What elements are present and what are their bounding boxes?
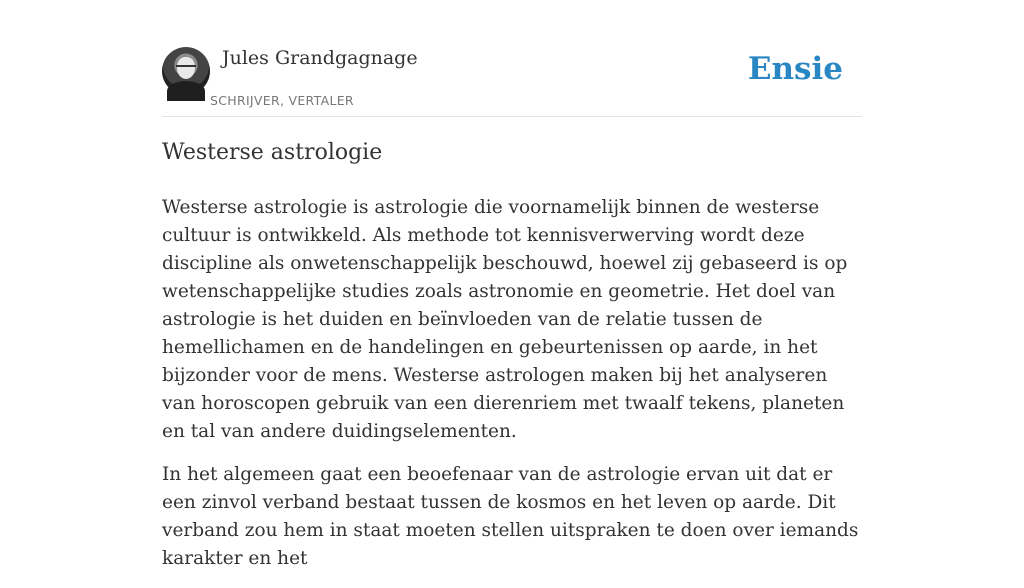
article-paragraph: In het algemeen gaat een beoefenaar van de astrologie ervan uit dat er een zinvol verband bestaat tussen de kosmos en het leven op aarde. Dit verband zou hem in staat moeten stellen uitspraken te doen over iemands karakter en het: [162, 464, 859, 569]
avatar-glasses: [176, 65, 196, 71]
article-body: [162, 194, 862, 588]
page-title: Westerse astrologie: [162, 140, 383, 165]
author-header: [162, 47, 862, 117]
article-paragraph: Westerse astrologie is astrologie die voornamelijk binnen de westerse cultuur is ontwikkeld. Als methode tot kennisverwerving wordt deze discipline als onwetenschappelijk beschouwd, hoewel zij gebaseerd is op wetenschappelijke studies zoals astronomie en geometrie. Het doel van astrologie is het duiden en beïnvloeden van de relatie tussen de hemellichamen en de handelingen en gebeurtenissen op aarde, in het bijzonder voor de mens. Westerse astrologen maken bij het analyseren van horoscopen gebruik van een dierenriem met twaalf tekens, planeten en tal van andere duidingselementen.: [162, 197, 848, 442]
avatar-shoulders: [167, 81, 205, 101]
brand-logo-link[interactable]: Ensie: [747, 51, 843, 87]
avatar[interactable]: [162, 47, 210, 95]
author-name-link[interactable]: Jules Grandgagnage: [222, 47, 418, 69]
author-role: SCHRIJVER, VERTALER: [210, 93, 354, 108]
